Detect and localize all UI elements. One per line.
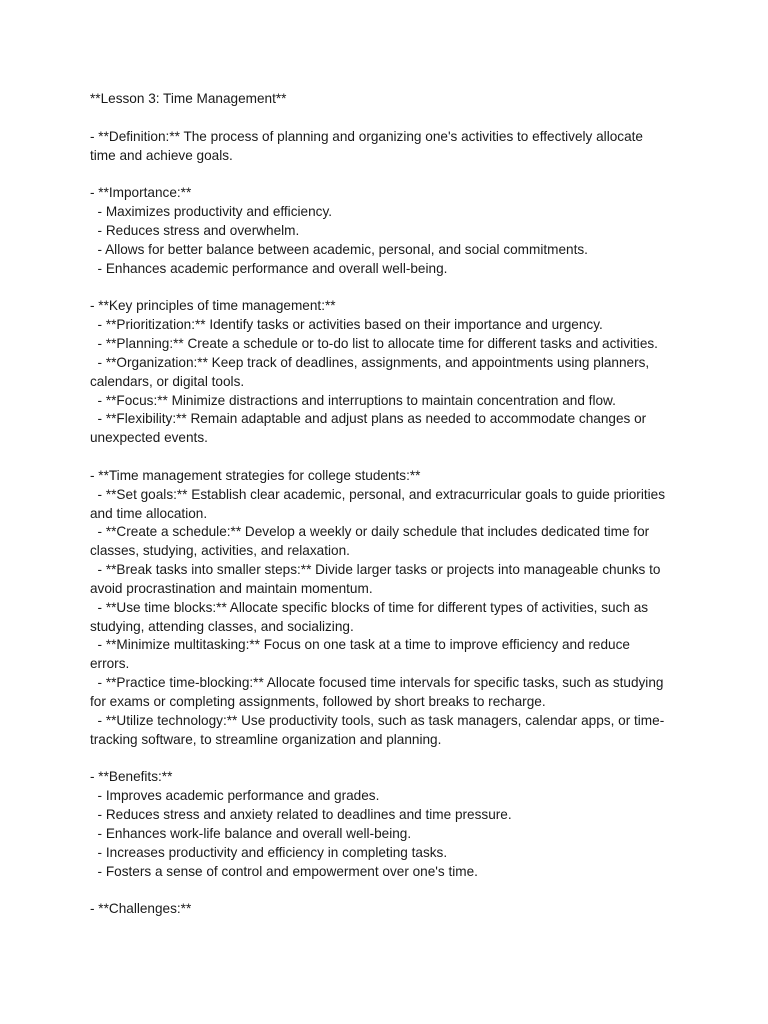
lesson-title: **Lesson 3: Time Management**: [90, 91, 287, 106]
list-item-continuation: errors.: [90, 656, 130, 672]
list-item: - **Practice time-blocking:** Allocate focused time intervals for specific tasks, such as studying: [90, 675, 664, 691]
list-item: - Allows for better balance between academic, personal, and social commitments.: [90, 241, 588, 257]
document-page: [90, 90, 680, 919]
list-item: - Maximizes productivity and efficiency.: [90, 204, 333, 220]
blank-line: [90, 750, 680, 769]
list-item: - **Focus:** Minimize distractions and interruptions to maintain concentration and flow.: [90, 392, 616, 408]
list-item: - **Planning:** Create a schedule or to-do list to allocate time for different tasks and activities.: [90, 335, 658, 351]
list-item: - **Minimize multitasking:** Focus on one task at a time to improve efficiency and reduce: [90, 637, 630, 653]
list-item: - Enhances academic performance and overall well-being.: [90, 260, 448, 276]
list-item: - Improves academic performance and grades.: [90, 788, 380, 804]
list-item: - **Flexibility:** Remain adaptable and adjust plans as needed to accommodate changes or: [90, 411, 647, 427]
blank-line: [90, 109, 680, 128]
blank-line: [90, 278, 680, 297]
list-item: - **Break tasks into smaller steps:** Divide larger tasks or projects into manageable chunks to: [90, 562, 661, 578]
list-item-continuation: and time allocation.: [90, 505, 208, 521]
list-item: - Increases productivity and efficiency in completing tasks.: [90, 844, 448, 860]
list-item-continuation: calendars, or digital tools.: [90, 373, 245, 389]
list-item: - Reduces stress and overwhelm.: [90, 222, 300, 238]
list-item-continuation: unexpected events.: [90, 430, 208, 446]
list-item-continuation: avoid procrastination and maintain momentum.: [90, 580, 373, 596]
list-item-continuation: studying, attending classes, and socializing.: [90, 618, 354, 634]
blank-line: [90, 448, 680, 467]
list-item: - **Prioritization:** Identify tasks or activities based on their importance and urgency.: [90, 317, 603, 333]
list-item: - **Set goals:** Establish clear academic, personal, and extracurricular goals to guide priorities: [90, 486, 665, 502]
list-item: - **Use time blocks:** Allocate specific blocks of time for different types of activities, such as: [90, 599, 649, 615]
section-heading-challenges: - **Challenges:**: [90, 901, 192, 917]
list-item: - Reduces stress and anxiety related to deadlines and time pressure.: [90, 807, 512, 823]
section-heading-benefits: - **Benefits:**: [90, 769, 173, 785]
list-item-continuation: classes, studying, activities, and relaxation.: [90, 543, 350, 559]
section-heading-key-principles: - **Key principles of time management:**: [90, 298, 336, 314]
blank-line: [90, 165, 680, 184]
list-item: - **Create a schedule:** Develop a weekly or daily schedule that includes dedicated time for: [90, 524, 650, 540]
definition-line: - **Definition:** The process of planning and organizing one's activities to effectively allocate: [90, 128, 643, 144]
definition-line: time and achieve goals.: [90, 147, 233, 163]
blank-line: [90, 881, 680, 900]
list-item: - Enhances work-life balance and overall well-being.: [90, 825, 412, 841]
list-item: - **Utilize technology:** Use productivity tools, such as task managers, calendar apps, or time-: [90, 712, 665, 728]
list-item: - **Organization:** Keep track of deadlines, assignments, and appointments using planners,: [90, 354, 650, 370]
list-item-continuation: for exams or completing assignments, followed by short breaks to recharge.: [90, 694, 546, 709]
section-heading-importance: - **Importance:**: [90, 185, 192, 201]
list-item-continuation: tracking software, to streamline organization and planning.: [90, 731, 442, 747]
list-item: - Fosters a sense of control and empowerment over one's time.: [90, 863, 478, 879]
section-heading-strategies: - **Time management strategies for college students:**: [90, 467, 421, 483]
